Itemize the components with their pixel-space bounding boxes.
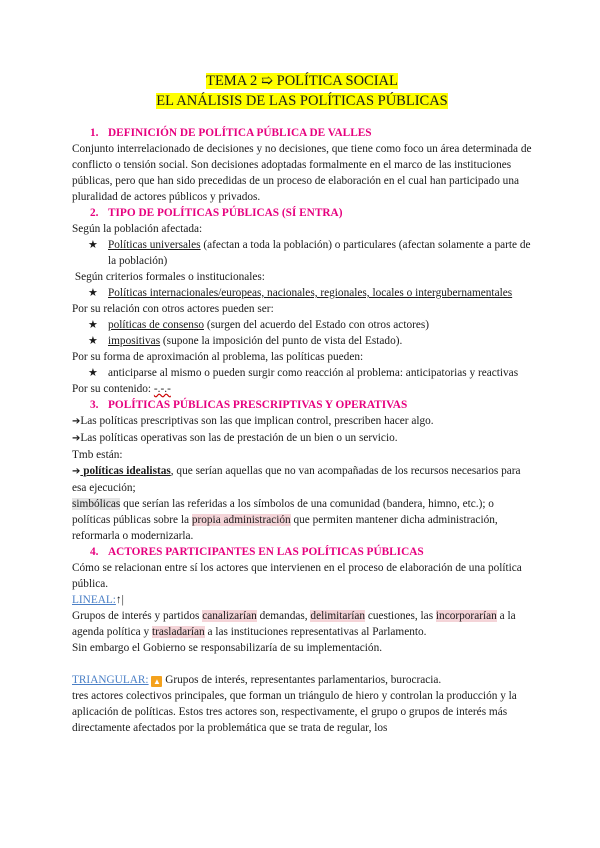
document-content	[72, 71, 532, 736]
warning-triangle-icon: ▲	[152, 677, 161, 686]
idealistas-line: ➔ políticas idealistas, que serían aquellas que no van acompañadas de los recursos necesarios para esa ejecución;	[72, 465, 521, 494]
list-item: ★ Políticas universales (afectan a toda la población) o particulares (afectan solamente a parte de la población)	[88, 239, 531, 267]
star-icon: ★	[88, 335, 98, 347]
section-1-body: Conjunto interrelacionado de decisiones y no decisiones, que tiene como foco un área determinada de conflicto o tensión social. Son decisiones adoptadas formalmente en el marco de las instituciones públicas, pero que han sido precedidas de un proceso de elaboración en el cual han participado una pluralidad de actores públicos y privados.	[72, 143, 532, 203]
arrow-up-icon: ↑|	[115, 594, 124, 606]
list-item: ★ impositivas (supone la imposición del punto de vista del Estado).	[88, 335, 403, 347]
arrow-right-icon: ➔	[72, 416, 81, 427]
gobierno-line: Sin embargo el Gobierno se responsabilizaría de su implementación.	[72, 642, 383, 654]
simbolicas-line: simbólicas que serían las referidas a los símbolos de una comunidad (bandera, himno, etc.); o políticas públicas sobre la propia administración que permiten mantener dicha administración, reformarla o modernizarla.	[72, 498, 498, 542]
criterios-label: Según criterios formales o institucionales:	[72, 271, 265, 283]
section-4-intro: Cómo se relacionan entre sí los actores que intervienen en el proceso de elaboración de una política pública.	[72, 562, 522, 590]
poblacion-label: Según la población afectada:	[72, 223, 203, 235]
contenido-label: Por su contenido: -.-.-	[72, 383, 171, 395]
arrow-right-icon: ➔	[72, 466, 81, 477]
star-icon: ★	[88, 319, 98, 331]
title-line-2: EL ANÁLISIS DE LAS POLÍTICAS PÚBLICAS	[156, 93, 448, 109]
tmb-label: Tmb están:	[72, 449, 123, 461]
list-item: ★ Políticas internacionales/europeas, nacionales, regionales, locales o intergubernamentales	[88, 287, 513, 299]
list-item: ★ políticas de consenso (surgen del acuerdo del Estado con otros actores)	[88, 319, 430, 331]
arrow-right-icon: ➔	[72, 433, 81, 444]
triangular-label: TRIANGULAR: ▲ Grupos de interés, representantes parlamentarios, burocracia.	[72, 674, 442, 686]
star-icon: ★	[88, 367, 98, 379]
star-icon: ★	[88, 239, 98, 251]
document-title	[72, 71, 532, 111]
prescriptivas-line: ➔Las políticas prescriptivas son las que implican control, prescriben hacer algo.	[72, 415, 434, 427]
section-1-heading: 1. DEFINICIÓN DE POLÍTICA PÚBLICA DE VALLES	[90, 127, 372, 139]
relacion-label: Por su relación con otros actores pueden ser:	[72, 303, 274, 315]
section-4-heading: 4. ACTORES PARTICIPANTES EN LAS POLÍTICAS PÚBLICAS	[90, 546, 424, 558]
forma-label: Por su forma de aproximación al problema, las políticas pueden:	[72, 351, 364, 363]
section-2-heading: 2. TIPO DE POLÍTICAS PÚBLICAS (SÍ ENTRA)	[90, 207, 343, 219]
operativas-line: ➔Las políticas operativas son las de prestación de un bien o un servicio.	[72, 432, 398, 444]
star-icon: ★	[88, 287, 98, 299]
section-3-heading: 3. POLÍTICAS PÚBLICAS PRESCRIPTIVAS Y OPERATIVAS	[90, 399, 408, 411]
list-item: ★ anticiparse al mismo o pueden surgir como reacción al problema: anticipatorias y reactivas	[88, 367, 519, 379]
title-line-1: TEMA 2 ➯ POLÍTICA SOCIAL	[206, 73, 398, 89]
lineal-label: LINEAL:↑|	[72, 594, 124, 606]
lineal-paragraph: Grupos de interés y partidos canalizarían demandas, delimitarían cuestiones, las incorporarían a la agenda política y trasladarían a las instituciones representativas al Parlamento.	[72, 610, 516, 638]
triangular-paragraph: tres actores colectivos principales, que forman un triángulo de hiero y controlan la producción y la aplicación de políticas. Estos tres actores son, respectivamente, el grupo o grupos de interés más directamente afectados por la problemática que se trata de regular, los	[72, 690, 517, 734]
